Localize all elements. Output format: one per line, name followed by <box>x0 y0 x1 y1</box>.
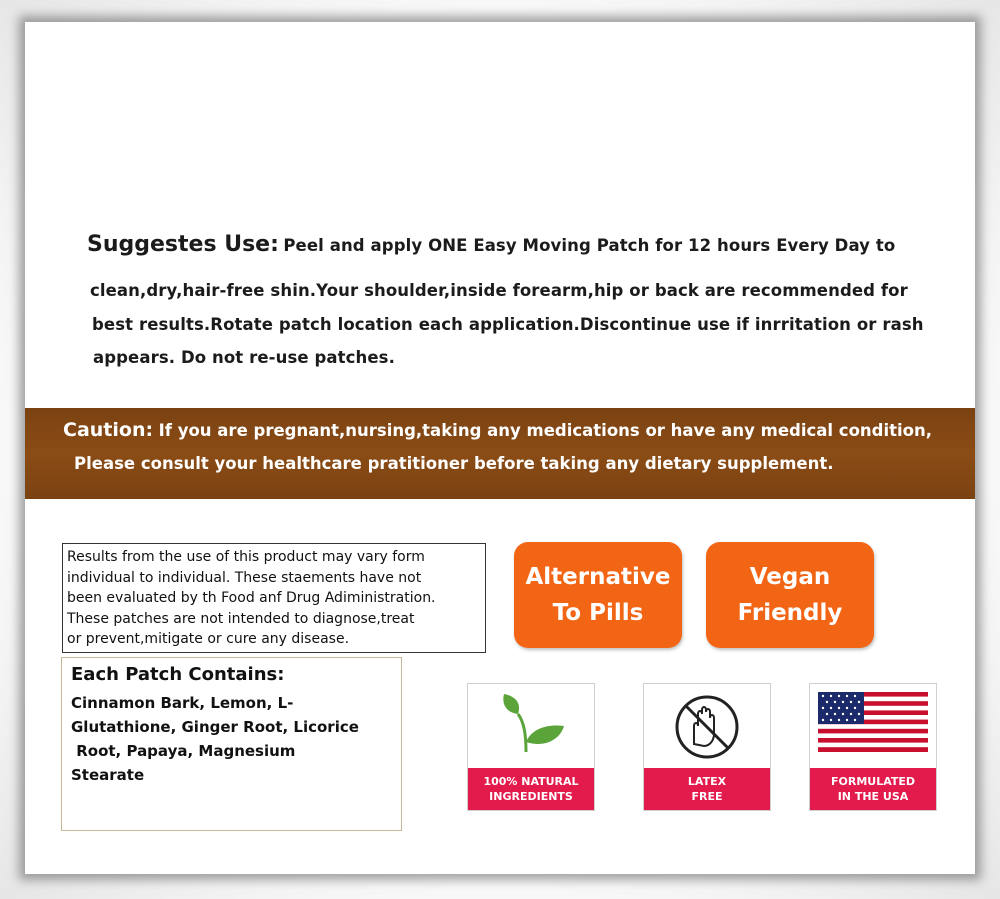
latex-label-line-2: FREE <box>691 790 723 803</box>
no-glove-icon <box>644 684 770 769</box>
disclaimer-line: or prevent,mitigate or cure any disease. <box>67 631 350 647</box>
us-flag-icon <box>810 684 936 769</box>
natural-label-line-2: INGREDIENTS <box>489 790 573 803</box>
ingredients-line: Stearate <box>71 766 145 784</box>
caution-banner <box>25 408 975 499</box>
ingredients-line: Root, Papaya, Magnesium <box>71 742 296 760</box>
usa-label-line-1: FORMULATED <box>830 775 916 788</box>
vegan-badge-line-1: Vegan <box>749 564 831 590</box>
caution-line-2: Please consult your healthcare pratitioner before taking any dietary supplement. <box>74 454 834 473</box>
latex-free-badge <box>643 683 771 811</box>
suggested-use-line-4: appears. Do not re-use patches. <box>93 348 395 367</box>
alternative-to-pills-badge <box>514 542 682 648</box>
formulated-usa-badge <box>809 683 937 811</box>
natural-label-line-1: 100% NATURAL <box>483 775 579 788</box>
latex-label-line-1: LATEX <box>687 775 727 788</box>
natural-ingredients-label <box>468 768 594 810</box>
latex-free-label <box>644 768 770 810</box>
usa-label-line-2: IN THE USA <box>837 790 909 803</box>
suggested-use-heading: Suggestes Use: <box>87 232 279 257</box>
suggested-use-line-2: clean,dry,hair-free shin.Your shoulder,inside forearm,hip or back are recommended for <box>90 281 908 300</box>
suggested-use-line-3: best results.Rotate patch location each application.Discontinue use if inrritation or rash <box>92 315 924 334</box>
caution-heading: Caution: <box>63 419 154 441</box>
ingredients-box <box>61 657 402 831</box>
leaves-icon <box>468 684 594 769</box>
alternative-badge-line-1: Alternative <box>525 564 671 590</box>
caution-line-1: If you are pregnant,nursing,taking any medications or have any medical condition, <box>158 421 933 440</box>
natural-ingredients-badge <box>467 683 595 811</box>
alternative-badge-line-2: To Pills <box>552 600 644 626</box>
ingredients-title: Each Patch Contains: <box>71 664 285 685</box>
disclaimer-line: Results from the use of this product may vary form <box>67 549 425 565</box>
vegan-badge-line-2: Friendly <box>737 600 843 626</box>
formulated-usa-label <box>810 768 936 810</box>
ingredients-line: Glutathione, Ginger Root, Licorice <box>71 718 359 736</box>
disclaimer-line: These patches are not intended to diagnose,treat <box>67 610 415 627</box>
suggested-use-line-1: Peel and apply ONE Easy Moving Patch for 12 hours Every Day to <box>283 236 896 255</box>
disclaimer-line: individual to individual. These staements have not <box>67 569 422 586</box>
ingredients-line: Cinnamon Bark, Lemon, L- <box>71 694 294 712</box>
disclaimer-box <box>62 543 486 653</box>
disclaimer-line: been evaluated by th Food anf Drug Adiministration. <box>67 590 436 606</box>
label-panel <box>25 22 975 874</box>
vegan-friendly-badge <box>706 542 874 648</box>
